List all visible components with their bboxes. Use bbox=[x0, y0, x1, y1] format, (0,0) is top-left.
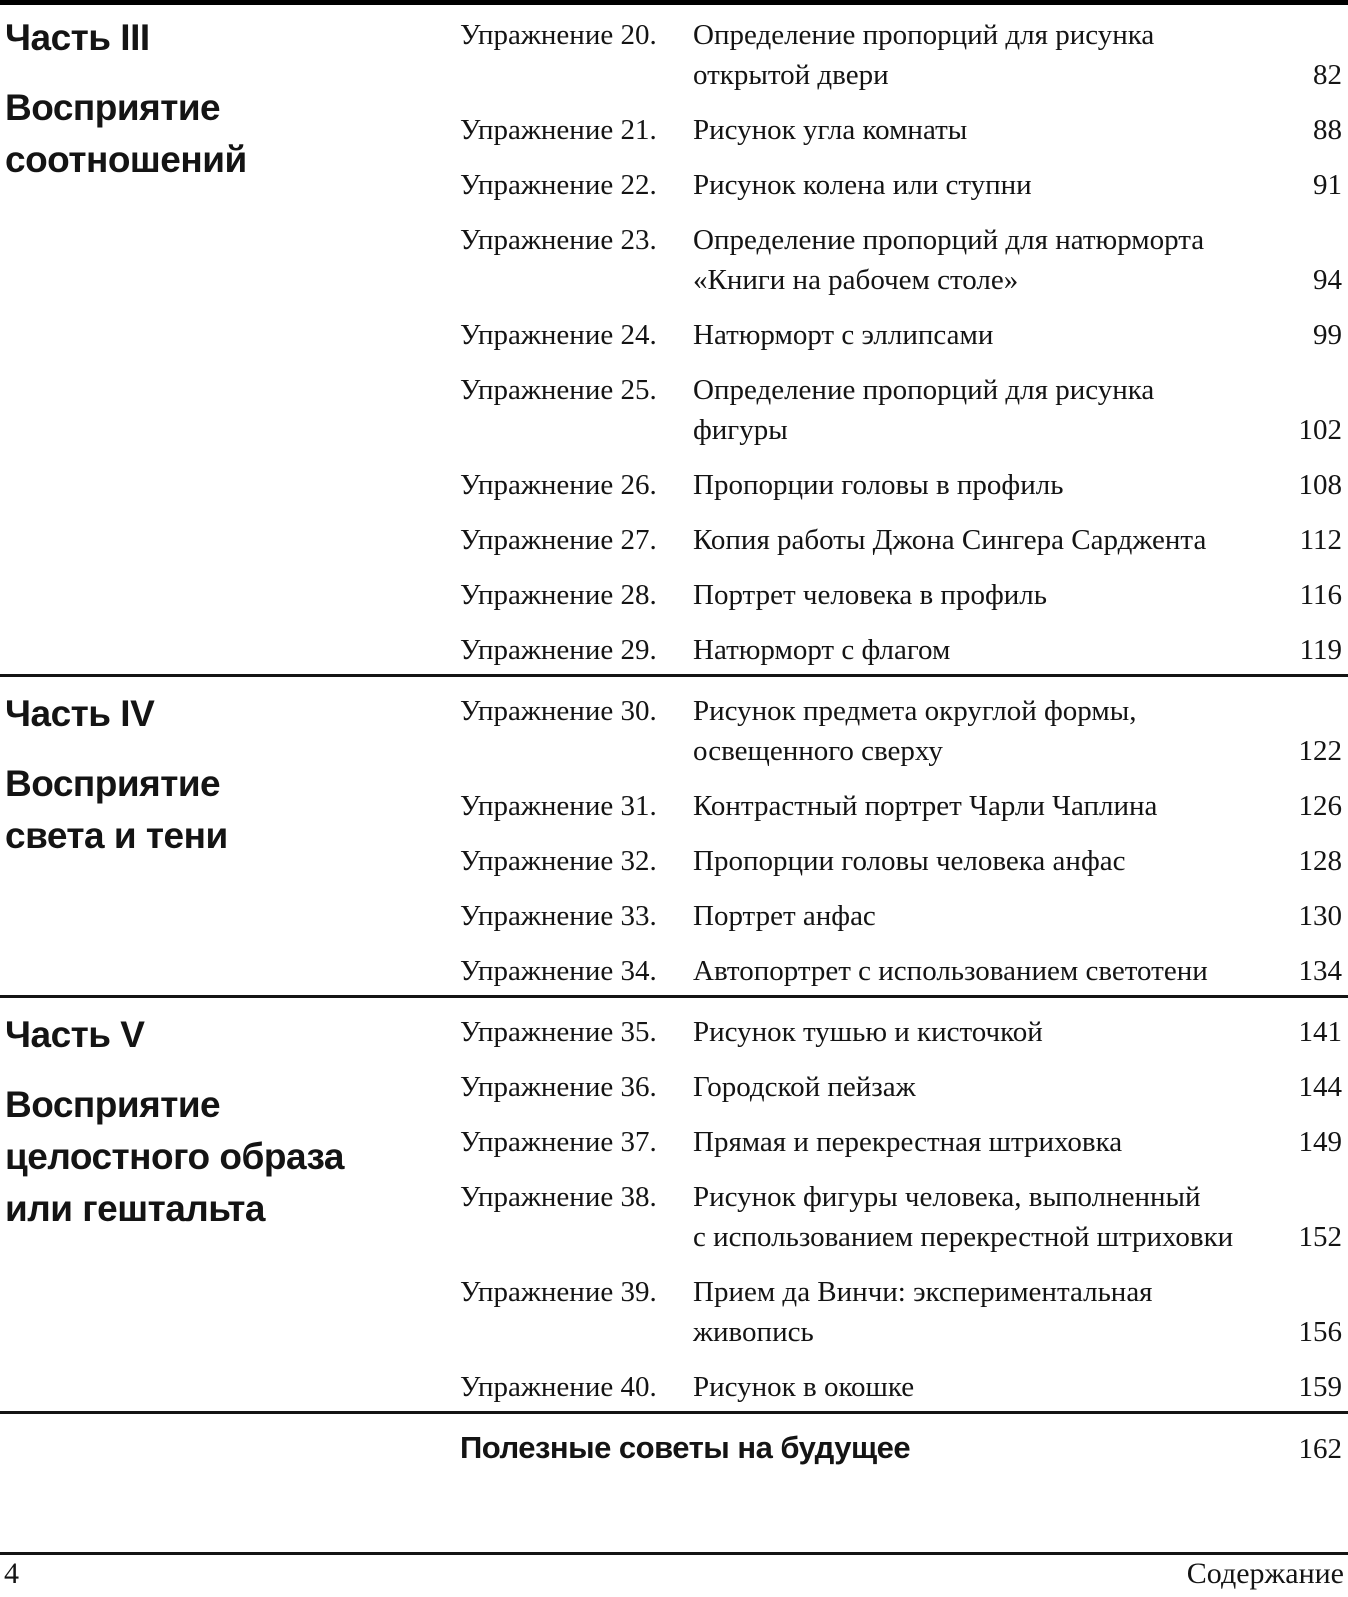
toc-entry bbox=[460, 1012, 1342, 1052]
entry-title-line: Прямая и перекрестная штриховка bbox=[693, 1126, 1123, 1158]
entry-label: Упражнение 25. bbox=[460, 374, 657, 406]
entry-title-line: Натюрморт с эллипсами bbox=[693, 319, 994, 351]
entry-title bbox=[693, 220, 1295, 300]
entry-page-number: 141 bbox=[1298, 1016, 1342, 1048]
entry-page-number: 119 bbox=[1299, 634, 1342, 666]
entry-label: Упражнение 29. bbox=[460, 634, 657, 666]
entry-title-line: Определение пропорций для рисунка bbox=[693, 374, 1155, 406]
toc-entry bbox=[460, 1067, 1342, 1107]
entry-page-number: 149 bbox=[1298, 1126, 1342, 1158]
part-subtitle-line: целостного образа bbox=[5, 1136, 344, 1177]
entry-title bbox=[693, 691, 1281, 771]
final-entry-page-number: 162 bbox=[1298, 1433, 1342, 1465]
toc-body bbox=[0, 5, 1348, 1411]
entry-page-number: 122 bbox=[1298, 735, 1342, 767]
part-subtitle-line: соотношений bbox=[5, 139, 247, 180]
entry-page-number: 102 bbox=[1298, 414, 1342, 446]
toc-entry bbox=[460, 220, 1342, 300]
part-subtitle-line: Восприятие bbox=[5, 1084, 221, 1125]
toc-entry bbox=[460, 465, 1342, 505]
toc-part-section bbox=[0, 995, 1348, 1411]
entry-title bbox=[693, 520, 1282, 560]
toc-entry bbox=[460, 896, 1342, 936]
toc-entry bbox=[460, 630, 1342, 670]
entry-title-line: Пропорции головы в профиль bbox=[693, 469, 1064, 501]
entry-label: Упражнение 36. bbox=[460, 1071, 657, 1103]
entry-title-line: «Книги на рабочем столе» bbox=[693, 264, 1019, 296]
entry-page-number: 82 bbox=[1313, 59, 1342, 91]
toc-entry bbox=[460, 1367, 1342, 1407]
entry-label: Упражнение 30. bbox=[460, 695, 657, 727]
toc-entry bbox=[460, 951, 1342, 991]
part-subtitle bbox=[5, 1079, 460, 1235]
footer-section-label: Содержание bbox=[1186, 1557, 1344, 1590]
entry-title bbox=[693, 1272, 1281, 1352]
part-subtitle-line: Восприятие bbox=[5, 87, 221, 128]
entry-title bbox=[693, 1012, 1281, 1052]
toc-entry bbox=[460, 786, 1342, 826]
entry-page-number: 116 bbox=[1299, 579, 1342, 611]
entry-label: Упражнение 35. bbox=[460, 1016, 657, 1048]
toc-entry bbox=[460, 1177, 1342, 1257]
entry-page-number: 112 bbox=[1299, 524, 1342, 556]
entry-label: Упражнение 38. bbox=[460, 1181, 657, 1213]
entry-title-line: Определение пропорций для рисунка bbox=[693, 19, 1155, 51]
entry-title bbox=[693, 165, 1295, 205]
part-subtitle bbox=[5, 758, 460, 862]
entry-title bbox=[693, 841, 1281, 881]
part-entries bbox=[460, 1012, 1348, 1407]
entry-title-line: Определение пропорций для натюрморта bbox=[693, 224, 1205, 256]
toc-part-section bbox=[0, 674, 1348, 995]
part-entries bbox=[460, 15, 1348, 670]
entry-label: Упражнение 33. bbox=[460, 900, 657, 932]
toc-entry bbox=[460, 841, 1342, 881]
entry-title-line: Натюрморт с флагом bbox=[693, 634, 951, 666]
entry-page-number: 152 bbox=[1298, 1221, 1342, 1253]
entry-title-line: Контрастный портрет Чарли Чаплина bbox=[693, 790, 1158, 822]
entry-title-line: Прием да Винчи: экспериментальная bbox=[693, 1276, 1153, 1308]
part-heading bbox=[0, 691, 460, 991]
toc-entry bbox=[460, 315, 1342, 355]
toc-entry bbox=[460, 520, 1342, 560]
entry-title-line: Автопортрет с использованием светотени bbox=[693, 955, 1208, 987]
entry-title-line: Рисунок предмета округлой формы, bbox=[693, 695, 1137, 727]
entry-title bbox=[693, 896, 1281, 936]
toc-entry bbox=[460, 15, 1342, 95]
entry-title bbox=[693, 630, 1282, 670]
entry-title bbox=[693, 951, 1281, 991]
entry-title-line: освещенного сверху bbox=[693, 735, 943, 767]
toc-entry bbox=[460, 1272, 1342, 1352]
page-number: 4 bbox=[4, 1557, 19, 1590]
entry-page-number: 126 bbox=[1298, 790, 1342, 822]
entry-page-number: 156 bbox=[1298, 1316, 1342, 1348]
entry-page-number: 144 bbox=[1298, 1071, 1342, 1103]
entry-title-line: живопись bbox=[693, 1316, 814, 1348]
entry-title bbox=[693, 465, 1281, 505]
entry-title bbox=[693, 315, 1295, 355]
entry-label: Упражнение 37. bbox=[460, 1126, 657, 1158]
entry-label: Упражнение 28. bbox=[460, 579, 657, 611]
entry-title-line: открытой двери bbox=[693, 59, 889, 91]
part-title: Часть V bbox=[5, 1014, 145, 1055]
toc-entry bbox=[460, 110, 1342, 150]
entry-title bbox=[693, 1122, 1281, 1162]
entry-title bbox=[693, 575, 1282, 615]
entry-title-line: Рисунок тушью и кисточкой bbox=[693, 1016, 1043, 1048]
entry-title bbox=[693, 15, 1295, 95]
entry-title bbox=[693, 370, 1281, 450]
entry-label: Упражнение 39. bbox=[460, 1276, 657, 1308]
entry-title-line: фигуры bbox=[693, 414, 788, 446]
toc-part-section bbox=[0, 5, 1348, 674]
entry-title-line: Копия работы Джона Сингера Сарджента bbox=[693, 524, 1207, 556]
entry-label: Упражнение 32. bbox=[460, 845, 657, 877]
page-footer bbox=[0, 1552, 1348, 1597]
final-entry-title: Полезные советы на будущее bbox=[460, 1430, 911, 1465]
entry-label: Упражнение 34. bbox=[460, 955, 657, 987]
part-title: Часть III bbox=[5, 17, 150, 58]
toc-entry bbox=[460, 165, 1342, 205]
entry-title bbox=[693, 1177, 1281, 1257]
entry-label: Упражнение 21. bbox=[460, 114, 657, 146]
entry-title-line: Рисунок в окошке bbox=[693, 1371, 915, 1403]
part-heading bbox=[0, 1012, 460, 1407]
toc-entry bbox=[460, 691, 1342, 771]
entry-page-number: 128 bbox=[1298, 845, 1342, 877]
part-subtitle-line: или гештальта bbox=[5, 1188, 265, 1229]
entry-page-number: 99 bbox=[1313, 319, 1342, 351]
entry-label: Упражнение 20. bbox=[460, 19, 657, 51]
part-entries bbox=[460, 691, 1348, 991]
final-entry-row bbox=[0, 1411, 1348, 1470]
entry-title bbox=[693, 1367, 1281, 1407]
entry-title bbox=[693, 110, 1295, 150]
entry-label: Упражнение 23. bbox=[460, 224, 657, 256]
entry-page-number: 134 bbox=[1298, 955, 1342, 987]
entry-title-line: Портрет анфас bbox=[693, 900, 876, 932]
entry-page-number: 88 bbox=[1313, 114, 1342, 146]
toc-entry bbox=[460, 370, 1342, 450]
entry-label: Упражнение 27. bbox=[460, 524, 657, 556]
part-subtitle-line: света и тени bbox=[5, 815, 228, 856]
entry-title-line: Портрет человека в профиль bbox=[693, 579, 1047, 611]
entry-label: Упражнение 40. bbox=[460, 1371, 657, 1403]
entry-page-number: 159 bbox=[1298, 1371, 1342, 1403]
entry-title bbox=[693, 1067, 1281, 1107]
part-subtitle bbox=[5, 82, 460, 186]
entry-page-number: 130 bbox=[1298, 900, 1342, 932]
entry-title-line: Рисунок колена или ступни bbox=[693, 169, 1032, 201]
part-subtitle-line: Восприятие bbox=[5, 763, 221, 804]
part-heading bbox=[0, 15, 460, 670]
entry-label: Упражнение 31. bbox=[460, 790, 657, 822]
entry-label: Упражнение 24. bbox=[460, 319, 657, 351]
entry-page-number: 108 bbox=[1298, 469, 1342, 501]
entry-title-line: Рисунок фигуры человека, выполненный bbox=[693, 1181, 1201, 1213]
part-title: Часть IV bbox=[5, 693, 155, 734]
entry-title-line: с использованием перекрестной штриховки bbox=[693, 1221, 1234, 1253]
toc-entry bbox=[460, 575, 1342, 615]
entry-title-line: Городской пейзаж bbox=[693, 1071, 916, 1103]
entry-title-line: Рисунок угла комнаты bbox=[693, 114, 968, 146]
entry-label: Упражнение 22. bbox=[460, 169, 657, 201]
entry-title bbox=[693, 786, 1281, 826]
entry-page-number: 91 bbox=[1313, 169, 1342, 201]
entry-page-number: 94 bbox=[1313, 264, 1342, 296]
entry-title-line: Пропорции головы человека анфас bbox=[693, 845, 1126, 877]
toc-entry bbox=[460, 1122, 1342, 1162]
entry-label: Упражнение 26. bbox=[460, 469, 657, 501]
